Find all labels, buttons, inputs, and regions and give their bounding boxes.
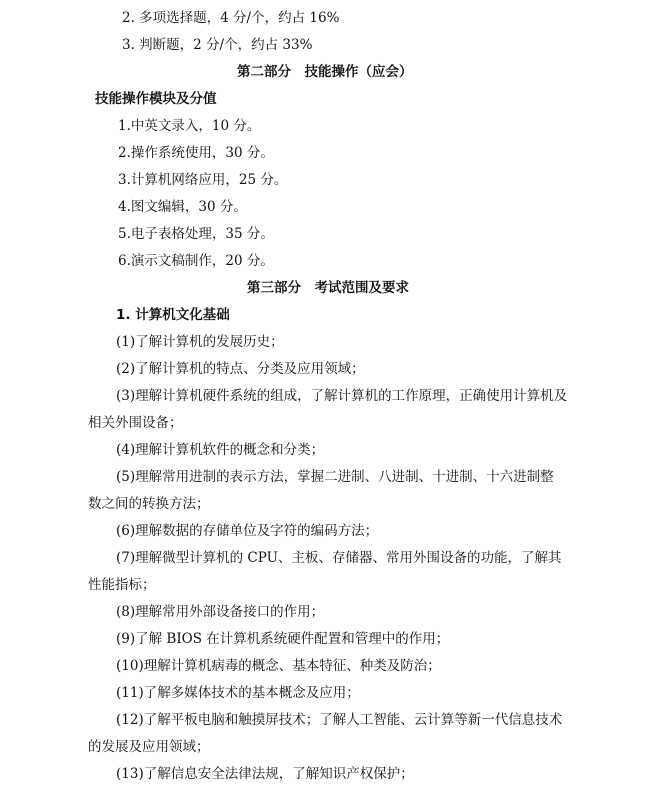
part1-tail-item: 3. 判断题，2 分/个，约占 33% [122,37,313,53]
requirement-item: (7)理解微型计算机的 CPU、主板、存储器、常用外围设备的功能，了解其 [116,550,562,566]
requirement-item: (8)理解常用外部设备接口的作用； [116,604,325,620]
module-item: 2.操作系统使用，30 分。 [118,145,274,161]
requirement-item-continued: 的发展及应用领域； [88,739,210,755]
requirement-item-continued: 性能指标； [88,577,156,593]
requirement-item: (11)了解多媒体技术的基本概念及应用； [116,685,360,701]
requirement-item: (9)了解 BIOS 在计算机系统硬件配置和管理中的作用； [116,631,450,647]
requirement-item-continued: 数之间的转换方法； [88,496,210,512]
requirement-item: (3)理解计算机硬件系统的组成，了解计算机的工作原理，正确使用计算机及 [116,388,568,404]
requirement-item: (13)了解信息安全法律法规，了解知识产权保护； [116,766,414,782]
module-heading: 技能操作模块及分值 [95,91,217,107]
requirement-item: (4)理解计算机软件的概念和分类； [116,442,325,458]
requirement-item: (2)了解计算机的特点、分类及应用领域； [116,361,365,377]
module-item: 3.计算机网络应用，25 分。 [118,172,288,188]
requirement-item: (6)理解数据的存储单位及字符的编码方法； [116,523,379,539]
requirement-item: (5)理解常用进制的表示方法，掌握二进制、八进制、十进制、十六进制整 [116,469,554,485]
module-item: 1.中英文录入，10 分。 [118,118,261,134]
requirement-item-continued: 相关外围设备； [88,415,183,431]
part3-title: 第三部分 考试范围及要求 [247,280,409,296]
module-item: 6.演示文稿制作，20 分。 [118,253,274,269]
module-item: 5.电子表格处理，35 分。 [118,226,274,242]
part1-tail-item: 2. 多项选择题，4 分/个，约占 16% [122,10,340,26]
requirement-item: (1)了解计算机的发展历史； [116,334,284,350]
part2-title: 第二部分 技能操作（应会） [237,64,413,80]
requirement-item: (12)了解平板电脑和触摸屏技术；了解人工智能、云计算等新一代信息技术 [116,712,563,728]
requirement-item: (10)理解计算机病毒的概念、基本特征、种类及防治； [116,658,441,674]
section-heading: 1. 计算机文化基础 [116,307,230,323]
module-item: 4.图文编辑，30 分。 [118,199,247,215]
